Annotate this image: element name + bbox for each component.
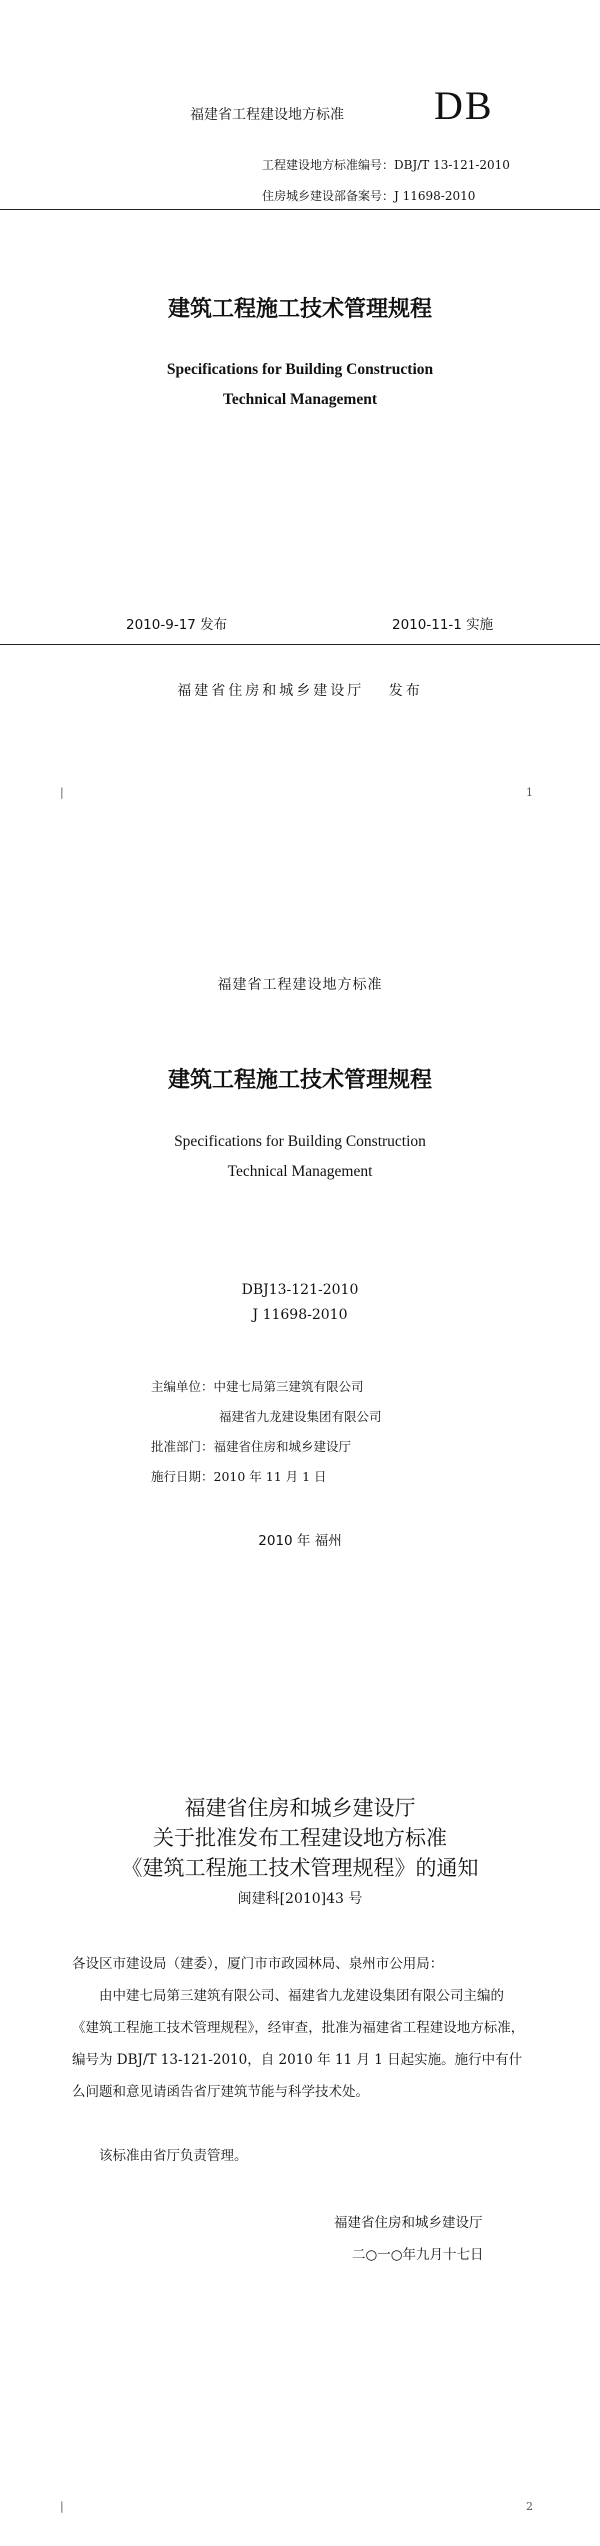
page-mark-left-1: | [60,786,64,799]
page-mark-left-2: | [60,2500,64,2513]
notice-heading-1: 福建省住房和城乡建设厅 [184,1796,416,1820]
approval-department: 批准部门：福建省住房和城乡建设厅 [151,1439,352,1454]
standard-category-label: 福建省工程建设地方标准 [190,107,344,123]
cover-bottom-rule [0,644,600,645]
notice-body-paragraph: 由中建七局第三建筑有限公司、福建省九龙建设集团有限公司主编的《建筑工程施工技术管理规程》，经审查，批准为福建省工程建设地方标准，编号为 DBJ/T 13-121-2010，自 2010 年 11 月 1 日起实施。施行中有什么问题和意见请函告省厅建筑节能与科学技术处。 [72,1988,525,2100]
notice-heading-3: 《建筑工程施工技术管理规程》的通知 [121,1856,479,1880]
publisher-line: 福建省住房和城乡建设厅 发布 [177,683,423,699]
standard-code: DBJ13-121-2010 [241,1282,359,1298]
implementation-date: 施行日期：2010 年 11 月 1 日 [151,1469,327,1484]
db-standard-mark: DB [434,83,494,128]
filing-code: J 11698-2010 [252,1307,348,1323]
cover-title-en-line2: Technical Management [223,391,377,408]
chief-editor-unit-2: 福建省九龙建设集团有限公司 [219,1409,382,1424]
standard-code-line: 工程建设地方标准编号：DBJ/T 13-121-2010 [262,158,510,172]
title-page-title-en-line1: Specifications for Building Construction [174,1133,426,1150]
notice-salutation: 各设区市建设局（建委），厦门市市政园林局、泉州市公用局： [72,1956,444,1972]
notice-management-paragraph: 该标准由省厅负责管理。 [99,2148,248,2164]
cover-title-en-line1: Specifications for Building Construction [166,361,434,378]
notice-heading-2: 关于批准发布工程建设地方标准 [153,1826,447,1850]
page-number-1: 1 [526,786,533,799]
effective-date: 2010-11-1 实施 [392,617,494,633]
cover-title-cn: 建筑工程施工技术管理规程 [167,296,432,322]
page-number-2: 2 [526,2500,533,2513]
title-page-standard-label: 福建省工程建设地方标准 [217,977,383,993]
title-page-title-cn: 建筑工程施工技术管理规程 [167,1067,432,1093]
signing-authority: 福建省住房和城乡建设厅 [334,2215,483,2231]
signing-date: 二○一○年九月十七日 [352,2247,484,2263]
chief-editor-unit-1: 主编单位：中建七局第三建筑有限公司 [151,1379,364,1394]
document-number: 闽建科[2010]43 号 [237,1891,363,1907]
place-and-year: 2010 年 福州 [258,1533,342,1549]
cover-top-rule [0,209,600,210]
issue-date: 2010-9-17 发布 [126,617,228,633]
title-page-title-en-line2: Technical Management [227,1163,373,1180]
filing-number-line: 住房城乡建设部备案号：J 11698-2010 [262,189,476,203]
